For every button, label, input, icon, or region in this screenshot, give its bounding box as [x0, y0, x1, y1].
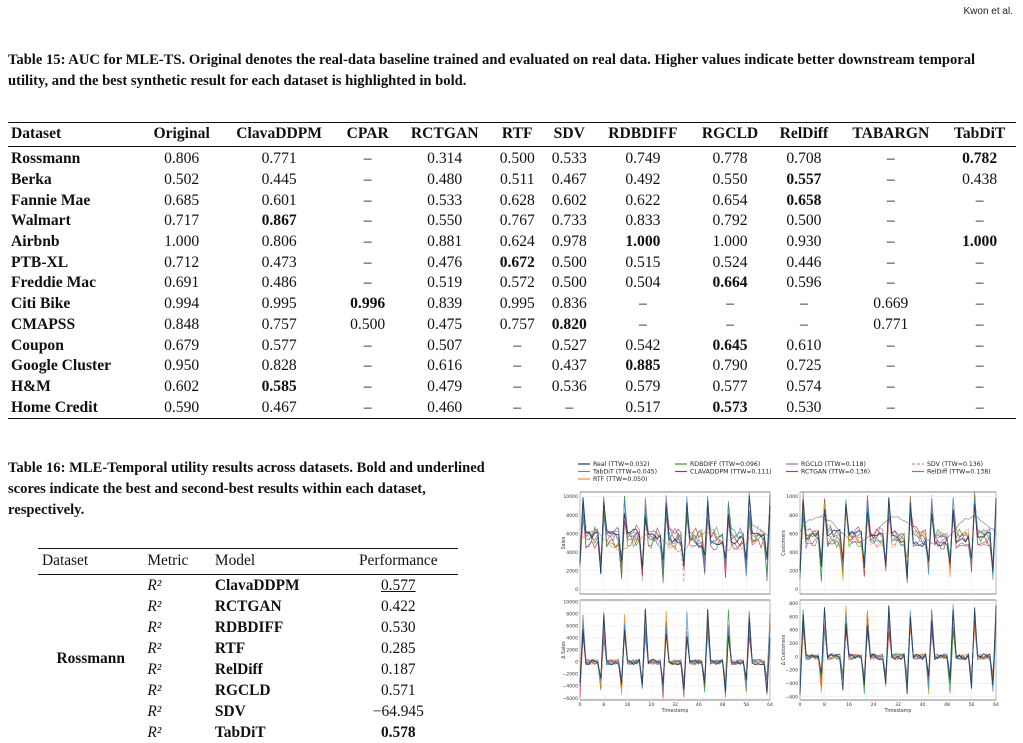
x-tick-label: 24 — [871, 702, 877, 708]
auc-cell: – — [943, 211, 1016, 232]
auc-cell: 0.602 — [543, 190, 595, 211]
auc-cell: 0.446 — [769, 252, 838, 273]
auc-cell: 0.517 — [595, 397, 690, 418]
time-series-plots — [560, 458, 1012, 718]
table-15-column-header: SDV — [543, 123, 595, 147]
table-16-header-row — [38, 549, 458, 575]
dataset-name-cell: CMAPSS — [8, 315, 142, 336]
auc-cell: 0.438 — [943, 170, 1016, 191]
metric-cell: R² — [143, 596, 211, 617]
dataset-name-cell: H&M — [8, 377, 142, 398]
y-tick-label: −6000 — [562, 696, 578, 702]
auc-cell: – — [943, 190, 1016, 211]
auc-cell: – — [543, 397, 595, 418]
auc-cell: 0.669 — [838, 294, 943, 315]
auc-cell: 0.950 — [142, 356, 221, 377]
auc-cell: – — [337, 252, 398, 273]
auc-cell: 0.658 — [769, 190, 838, 211]
table-15-column-header: RGCLD — [691, 123, 770, 147]
metric-cell: R² — [143, 659, 211, 680]
auc-cell: 0.771 — [838, 315, 943, 336]
auc-cell: – — [491, 356, 543, 377]
y-tick-label: 0 — [795, 587, 798, 593]
auc-cell: – — [838, 377, 943, 398]
auc-cell: 0.577 — [221, 335, 337, 356]
auc-cell: 0.460 — [398, 397, 491, 418]
auc-cell: 0.500 — [543, 273, 595, 294]
y-tick-label: 600 — [789, 531, 798, 537]
auc-cell: 0.645 — [691, 335, 770, 356]
auc-cell: – — [943, 397, 1016, 418]
auc-cell: 0.519 — [398, 273, 491, 294]
auc-cell: – — [337, 273, 398, 294]
metric-cell: R² — [143, 617, 211, 638]
table-15-column-header: RTF — [491, 123, 543, 147]
auc-cell: – — [337, 377, 398, 398]
x-tick-label: 48 — [944, 702, 950, 708]
y-tick-label: 2000 — [566, 648, 578, 654]
y-tick-label: 4000 — [566, 550, 578, 556]
auc-cell: – — [943, 252, 1016, 273]
auc-cell: 0.533 — [543, 147, 595, 170]
dataset-name-cell: Freddie Mac — [8, 273, 142, 294]
model-cell: SDV — [211, 701, 339, 722]
auc-cell: – — [691, 315, 770, 336]
x-tick-label: 8 — [823, 702, 826, 708]
auc-cell: 0.601 — [221, 190, 337, 211]
auc-cell: – — [595, 315, 690, 336]
y-tick-label: 8000 — [566, 513, 578, 519]
table-15-column-header: Original — [142, 123, 221, 147]
auc-cell: 0.628 — [491, 190, 543, 211]
auc-cell: – — [337, 147, 398, 170]
auc-cell: – — [943, 315, 1016, 336]
auc-cell: – — [337, 211, 398, 232]
auc-cell: 0.511 — [491, 170, 543, 191]
auc-cell: – — [838, 147, 943, 170]
auc-cell: 0.782 — [943, 147, 1016, 170]
auc-cell: 0.542 — [595, 335, 690, 356]
table-15-column-header: Dataset — [8, 123, 142, 147]
time-series-figure — [560, 458, 1012, 718]
y-tick-label: 0 — [575, 587, 578, 593]
auc-cell: 0.664 — [691, 273, 770, 294]
x-tick-label: 16 — [846, 702, 852, 708]
auc-cell: 0.479 — [398, 377, 491, 398]
auc-cell: 0.492 — [595, 170, 690, 191]
auc-cell: 0.792 — [691, 211, 770, 232]
dataset-name-cell: PTB-XL — [8, 252, 142, 273]
table-row — [8, 190, 1016, 211]
auc-cell: 0.757 — [491, 315, 543, 336]
table-row — [8, 377, 1016, 398]
y-axis-label: Δ Sales — [561, 641, 567, 659]
y-tick-label: 6000 — [566, 531, 578, 537]
table-16-column-header: Metric — [143, 549, 211, 575]
table-15-body — [8, 147, 1016, 419]
model-cell: RGCLD — [211, 680, 339, 701]
dataset-name-cell: Walmart — [8, 211, 142, 232]
auc-cell: 0.473 — [221, 252, 337, 273]
running-head: Kwon et al. — [964, 6, 1013, 17]
auc-cell: 0.820 — [543, 315, 595, 336]
y-tick-label: 0 — [575, 660, 578, 666]
legend-label: RCTGAN (TTW=0.136) — [801, 469, 870, 476]
auc-cell: 0.836 — [543, 294, 595, 315]
y-tick-label: 400 — [789, 550, 798, 556]
table-row — [8, 397, 1016, 418]
y-tick-label: −4000 — [562, 684, 578, 690]
performance-cell: 0.571 — [339, 680, 458, 701]
dataset-name-cell: Home Credit — [8, 397, 142, 418]
table-row — [8, 273, 1016, 294]
auc-cell: 0.467 — [543, 170, 595, 191]
auc-cell: 0.533 — [398, 190, 491, 211]
table-row — [8, 170, 1016, 191]
x-axis-label: Timestamp — [884, 708, 912, 714]
table-15-column-header: ClavaDDPM — [221, 123, 337, 147]
metric-cell: R² — [143, 680, 211, 701]
auc-cell: 0.557 — [769, 170, 838, 191]
metric-cell: R² — [143, 575, 211, 597]
table-16-column-header: Performance — [339, 549, 458, 575]
auc-cell: 0.500 — [769, 211, 838, 232]
performance-cell: 0.285 — [339, 638, 458, 659]
table-row — [8, 294, 1016, 315]
performance-cell: 0.530 — [339, 617, 458, 638]
table-15-column-header: CPAR — [337, 123, 398, 147]
auc-cell: 0.757 — [221, 315, 337, 336]
auc-cell: 0.536 — [543, 377, 595, 398]
auc-cell: – — [337, 397, 398, 418]
y-tick-label: −2000 — [562, 672, 578, 678]
dataset-name-cell: Rossmann — [8, 147, 142, 170]
auc-cell: 0.486 — [221, 273, 337, 294]
metric-cell: R² — [143, 722, 211, 743]
dataset-name-cell: Airbnb — [8, 232, 142, 253]
model-cell: RCTGAN — [211, 596, 339, 617]
legend-label: RTF (TTW=0.050) — [593, 476, 647, 483]
performance-cell: 0.422 — [339, 596, 458, 617]
auc-cell: – — [943, 273, 1016, 294]
auc-cell: 0.574 — [769, 377, 838, 398]
auc-cell: 0.749 — [595, 147, 690, 170]
auc-cell: 0.602 — [142, 377, 221, 398]
auc-cell: 0.806 — [221, 232, 337, 253]
auc-cell: 0.806 — [142, 147, 221, 170]
auc-cell: 0.577 — [691, 377, 770, 398]
y-tick-label: −400 — [785, 681, 798, 687]
auc-cell: – — [943, 356, 1016, 377]
y-tick-label: 600 — [789, 614, 798, 620]
table-row — [8, 252, 1016, 273]
x-tick-label: 56 — [969, 702, 975, 708]
auc-cell: 0.445 — [221, 170, 337, 191]
auc-cell: 0.585 — [221, 377, 337, 398]
auc-cell: 0.507 — [398, 335, 491, 356]
y-tick-label: 1000 — [786, 494, 798, 500]
table-15-column-header: TabDiT — [943, 123, 1016, 147]
y-axis-label: Customers — [781, 530, 787, 556]
auc-cell: 0.978 — [543, 232, 595, 253]
y-tick-label: 200 — [789, 641, 798, 647]
auc-cell: 0.995 — [221, 294, 337, 315]
auc-cell: 0.828 — [221, 356, 337, 377]
auc-cell: 0.572 — [491, 273, 543, 294]
table-row — [8, 147, 1016, 170]
dataset-name-cell: Citi Bike — [8, 294, 142, 315]
table-row — [38, 575, 458, 597]
auc-cell: – — [838, 335, 943, 356]
auc-cell: 0.550 — [398, 211, 491, 232]
table-16 — [38, 548, 458, 743]
auc-cell: 0.530 — [769, 397, 838, 418]
x-tick-label: 32 — [895, 702, 901, 708]
auc-cell: – — [595, 294, 690, 315]
auc-cell: – — [838, 273, 943, 294]
auc-cell: 0.579 — [595, 377, 690, 398]
auc-cell: 0.527 — [543, 335, 595, 356]
auc-cell: 0.995 — [491, 294, 543, 315]
auc-cell: – — [838, 252, 943, 273]
x-axis-label: Timestamp — [661, 708, 689, 714]
x-tick-label: 0 — [579, 702, 582, 708]
legend-label: RGCLD (TTW=0.118) — [801, 461, 866, 468]
x-tick-label: 64 — [767, 702, 773, 708]
legend-label: TabDiT (TTW=0.045) — [592, 469, 657, 476]
legend-label: RelDiff (TTW=0.138) — [927, 469, 991, 476]
model-cell: RTF — [211, 638, 339, 659]
auc-cell: 0.833 — [595, 211, 690, 232]
auc-cell: – — [769, 294, 838, 315]
dataset-name-cell: Google Cluster — [8, 356, 142, 377]
y-axis-label: Δ Customers — [781, 634, 787, 665]
table-row — [8, 356, 1016, 377]
y-tick-label: 800 — [789, 601, 798, 607]
dataset-name-cell: Coupon — [8, 335, 142, 356]
auc-cell: 1.000 — [943, 232, 1016, 253]
x-tick-label: 8 — [602, 702, 605, 708]
auc-cell: – — [943, 294, 1016, 315]
auc-cell: 0.610 — [769, 335, 838, 356]
auc-cell: 1.000 — [595, 232, 690, 253]
auc-cell: 0.622 — [595, 190, 690, 211]
table-15-column-header: RDBDIFF — [595, 123, 690, 147]
auc-cell: 0.590 — [142, 397, 221, 418]
y-tick-label: −200 — [785, 668, 798, 674]
table-15-column-header: RelDiff — [769, 123, 838, 147]
table-16-column-header: Model — [211, 549, 339, 575]
x-tick-label: 16 — [625, 702, 631, 708]
auc-cell: 0.672 — [491, 252, 543, 273]
performance-cell: 0.578 — [339, 722, 458, 743]
x-tick-label: 40 — [696, 702, 702, 708]
auc-cell: 0.685 — [142, 190, 221, 211]
auc-cell: – — [769, 315, 838, 336]
auc-cell: 0.314 — [398, 147, 491, 170]
model-cell: ClavaDDPM — [211, 575, 339, 597]
auc-cell: 0.996 — [337, 294, 398, 315]
auc-cell: – — [838, 356, 943, 377]
x-tick-label: 24 — [648, 702, 654, 708]
auc-cell: 0.733 — [543, 211, 595, 232]
x-tick-label: 0 — [799, 702, 802, 708]
auc-cell: 0.725 — [769, 356, 838, 377]
auc-cell: – — [838, 170, 943, 191]
table-16-body — [38, 575, 458, 743]
legend-label: RDBDIFF (TTW=0.096) — [690, 461, 760, 468]
y-tick-label: 4000 — [566, 636, 578, 642]
auc-cell: 0.550 — [691, 170, 770, 191]
table-16-caption: Table 16: MLE-Temporal utility results across datasets. Bold and underlined scores indicate the best and second-best results within each dataset, respectively. — [8, 458, 492, 521]
auc-cell: 0.524 — [691, 252, 770, 273]
table-row — [8, 232, 1016, 253]
auc-cell: 0.867 — [221, 211, 337, 232]
y-tick-label: 400 — [789, 628, 798, 634]
y-tick-label: 800 — [789, 513, 798, 519]
y-tick-label: 200 — [789, 568, 798, 574]
auc-cell: 0.885 — [595, 356, 690, 377]
auc-cell: 0.708 — [769, 147, 838, 170]
auc-cell: 0.573 — [691, 397, 770, 418]
metric-cell: R² — [143, 701, 211, 722]
auc-cell: 0.767 — [491, 211, 543, 232]
performance-cell: 0.187 — [339, 659, 458, 680]
auc-cell: 0.881 — [398, 232, 491, 253]
x-tick-label: 64 — [993, 702, 999, 708]
auc-cell: – — [838, 232, 943, 253]
model-cell: RDBDIFF — [211, 617, 339, 638]
dataset-name-cell: Fannie Mae — [8, 190, 142, 211]
table-16-wrapper — [38, 548, 458, 743]
auc-cell: 0.500 — [491, 147, 543, 170]
auc-cell: – — [491, 397, 543, 418]
auc-cell: – — [491, 377, 543, 398]
auc-cell: 0.502 — [142, 170, 221, 191]
y-tick-label: 8000 — [566, 611, 578, 617]
auc-cell: 0.848 — [142, 315, 221, 336]
legend-label: SDV (TTW=0.136) — [927, 461, 983, 468]
y-tick-label: 10000 — [563, 494, 578, 500]
dataset-name-cell: Berka — [8, 170, 142, 191]
auc-cell: 1.000 — [691, 232, 770, 253]
model-cell: TabDiT — [211, 722, 339, 743]
performance-cell: −64.945 — [339, 701, 458, 722]
legend-label: Real (TTW=0.032) — [593, 461, 650, 468]
auc-cell: – — [838, 190, 943, 211]
legend-label: CLAVADDPM (TTW=0.111) — [690, 469, 772, 476]
auc-cell: 0.500 — [543, 252, 595, 273]
table-row — [8, 335, 1016, 356]
auc-cell: 0.515 — [595, 252, 690, 273]
table-15-header-row — [8, 123, 1016, 147]
auc-cell: – — [491, 335, 543, 356]
auc-cell: 0.771 — [221, 147, 337, 170]
auc-cell: 0.712 — [142, 252, 221, 273]
auc-cell: 0.467 — [221, 397, 337, 418]
x-tick-label: 40 — [920, 702, 926, 708]
auc-cell: 0.596 — [769, 273, 838, 294]
auc-cell: 0.500 — [337, 315, 398, 336]
table-15-column-header: RCTGAN — [398, 123, 491, 147]
y-tick-label: 0 — [795, 654, 798, 660]
performance-cell: 0.577 — [339, 575, 458, 597]
auc-cell: 0.437 — [543, 356, 595, 377]
auc-cell: 0.480 — [398, 170, 491, 191]
y-axis-label: Sales — [561, 536, 567, 549]
x-tick-label: 48 — [720, 702, 726, 708]
auc-cell: 0.839 — [398, 294, 491, 315]
auc-cell: 0.476 — [398, 252, 491, 273]
auc-cell: 0.616 — [398, 356, 491, 377]
y-tick-label: −600 — [785, 694, 798, 700]
metric-cell: R² — [143, 638, 211, 659]
auc-cell: – — [943, 377, 1016, 398]
auc-cell: – — [337, 335, 398, 356]
x-tick-label: 56 — [743, 702, 749, 708]
auc-cell: – — [943, 335, 1016, 356]
y-tick-label: 10000 — [563, 599, 578, 605]
x-tick-label: 32 — [672, 702, 678, 708]
auc-cell: – — [691, 294, 770, 315]
table-15-column-header: TABARGN — [838, 123, 943, 147]
auc-cell: 0.679 — [142, 335, 221, 356]
auc-cell: – — [838, 397, 943, 418]
auc-cell: 1.000 — [142, 232, 221, 253]
auc-cell: – — [337, 232, 398, 253]
model-cell: RelDiff — [211, 659, 339, 680]
auc-cell: 0.717 — [142, 211, 221, 232]
table-16-column-header: Dataset — [38, 549, 143, 575]
dataset-group-cell: Rossmann — [38, 575, 143, 743]
table-row — [8, 211, 1016, 232]
y-tick-label: 2000 — [566, 568, 578, 574]
auc-cell: 0.930 — [769, 232, 838, 253]
auc-cell: – — [838, 211, 943, 232]
table-row — [8, 315, 1016, 336]
table-15-caption: Table 15: AUC for MLE-TS. Original denotes the real-data baseline trained and evaluated on real data. Higher values indicate better downstream temporal utility, and the best synthetic result for each dataset is highlighted in bold. — [8, 50, 1016, 92]
auc-cell: 0.691 — [142, 273, 221, 294]
auc-cell: – — [337, 170, 398, 191]
auc-cell: 0.475 — [398, 315, 491, 336]
auc-cell: – — [337, 356, 398, 377]
auc-cell: 0.624 — [491, 232, 543, 253]
auc-cell: 0.504 — [595, 273, 690, 294]
auc-cell: 0.654 — [691, 190, 770, 211]
table-15 — [8, 122, 1016, 419]
auc-cell: 0.994 — [142, 294, 221, 315]
y-tick-label: 6000 — [566, 624, 578, 630]
auc-cell: – — [337, 190, 398, 211]
auc-cell: 0.790 — [691, 356, 770, 377]
auc-cell: 0.778 — [691, 147, 770, 170]
